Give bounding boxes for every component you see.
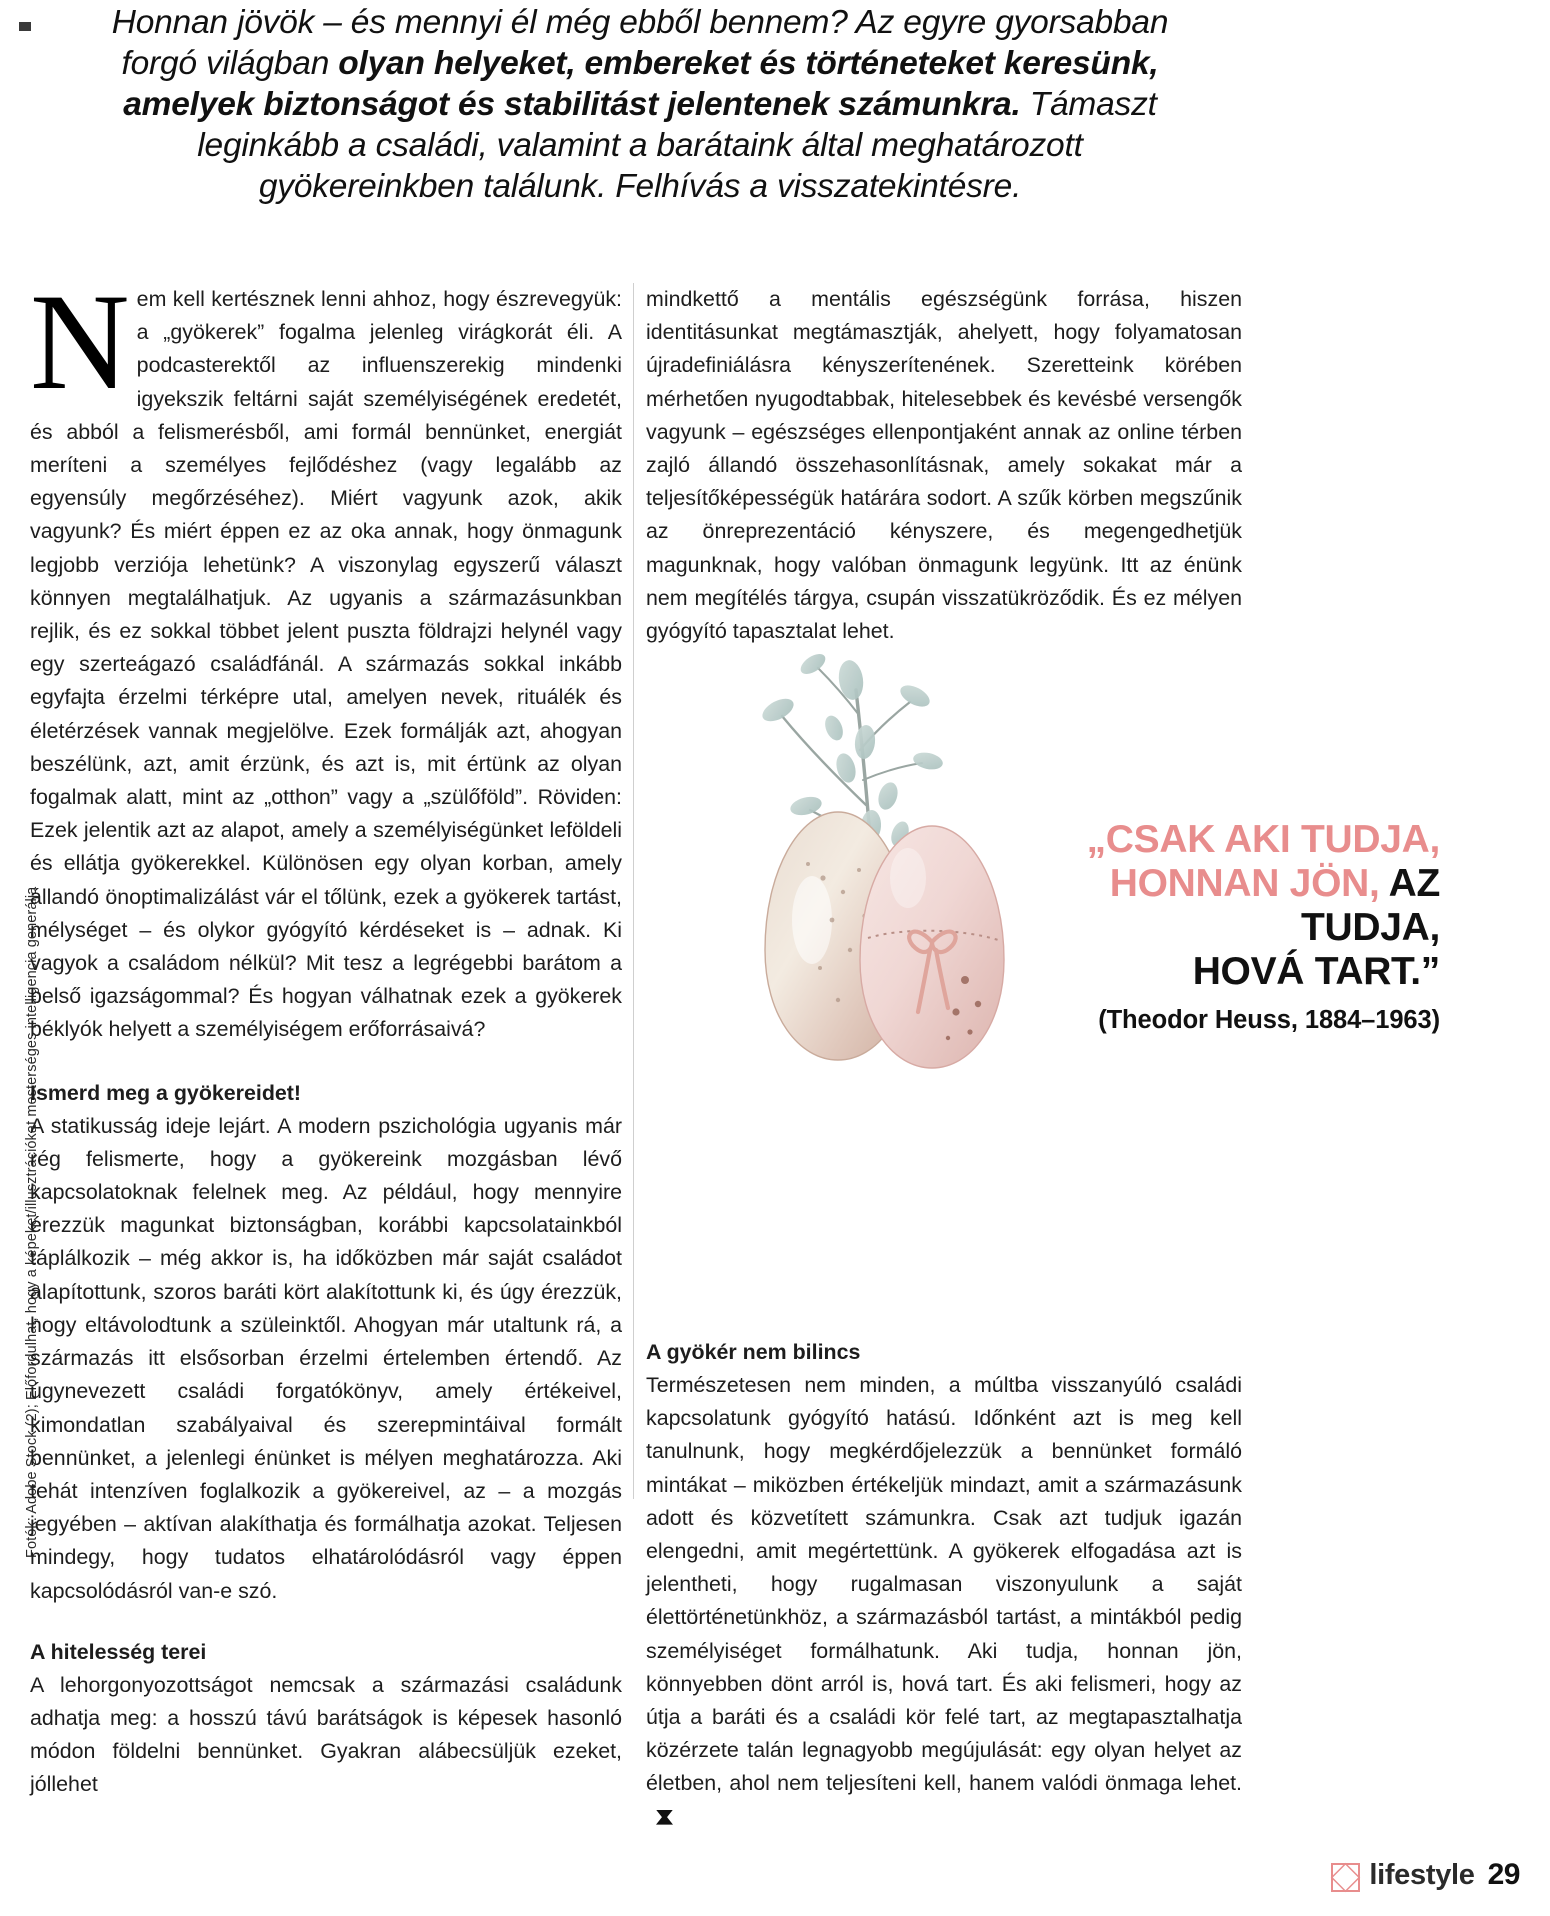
pull-quote-line-2-black: AZ TUDJA, [1300, 862, 1440, 949]
pull-quote-attribution: (Theodor Heuss, 1884–1963) [1098, 1006, 1440, 1034]
pull-quote-line-2 [990, 862, 1440, 950]
lifestyle-logo-icon [1331, 1863, 1356, 1888]
subheading-gyoker-nem-bilincs: A gyökér nem bilincs [646, 1340, 861, 1364]
paragraph-three: A lehorgonyozottságot nemcsak a származási családunk adhatja meg: a hosszú távú barátságok is képesek hasonló módon földelni bennünket. Gyakran alábecsüljük ezeket, jóllehet [30, 1672, 622, 1797]
pull-quote-line-1: „CSAK AKI TUDJA, [1086, 818, 1440, 861]
deck-part-two: Támaszt leginkább a családi, valamint a barátaink által meghatározott gyökereinkben találunk. Felhívás a visszatekintésre. [197, 86, 1157, 205]
subheading-hitelesseg: A hitelesség terei [30, 1639, 207, 1664]
end-mark-icon [656, 1810, 673, 1825]
corner-mark-icon [19, 22, 31, 31]
footer-brand-label: lifestyle [1369, 1858, 1475, 1891]
subheading-ismerd-meg: Ismerd meg a gyökereidet! [30, 1080, 302, 1105]
paragraph-intro [30, 265, 622, 1047]
deck-part-one: Honnan jövök – és mennyi él még ebből bennem? Az egyre gyorsabban forgó világban [111, 4, 1169, 82]
article-column-right-top [646, 283, 1242, 644]
pull-quote [990, 818, 1440, 1035]
article-deck [95, 0, 1185, 207]
article-column-left [30, 265, 622, 1802]
page-footer [1331, 1858, 1520, 1892]
pull-quote-line-2-pink: HONNAN JÖN, [1109, 862, 1380, 905]
page-number: 29 [1487, 1858, 1520, 1891]
paragraph-five [646, 1369, 1242, 1834]
paragraph-four: mindkettő a mentális egészségünk forrása, hiszen identitásunkat megtámasztják, ahelyett, hogy folyamatosan újradefiniálásra kényszerítenének. Szeretteink körében mérhetően nyugodtabbak, hitelesebbek és kevésbé versengők vagyunk – egészséges ellenpontjaként annak az online térben zajló állandó összehasonlításnak, amely sokakat már a teljesítőképességük határára sodort. A szűk körben megszűnik az önreprezentáció kényszere, és megengedhetjük magunknak, hogy valóban önmagunk legyünk. Itt az énünk nem megítélés tárgya, csupán visszatükröződik. És ez mélyen gyógyító tapasztalat lehet. [646, 287, 1242, 644]
paragraph-five-text: Természetesen nem minden, a múltba visszanyúló családi kapcsolatunk gyógyító hatású. Időnként azt is meg kell tanulnunk, hogy megkérdőjelezzük a bennünket formáló mintákat – miközben értékeljük mindazt, amit a származásunk adott és közvetített számunkra. Csak azt tudjuk igazán elengedni, amit megértettünk. A gyökerek elfogadása azt is jelentheti, hogy rugalmasan viszonyulunk a saját élettörténetünkhöz, a származásból tartást, a mintákból pedig személyiséget formálhatunk. Aki tudja, honnan jön, könnyebben dönt arról is, hová tart. És aki felismeri, hogy az útja a baráti és a családi kör felé tart, az megtapasztalhatja közérzete talán legnagyobb megújulását: egy olyan helyet az életben, ahol nem teljesíteni kell, hanem valódi önmaga lehet. [646, 1373, 1242, 1796]
paragraph-intro-text: em kell kertésznek lenni ahhoz, hogy észrevegyük: a „gyökerek” fogalma jelenleg virágkorát éli. A podcasterektől az influenszerekig mindenki igyekszik feltárni saját személyiségének eredetét, és abból a felismerésből, ami formál bennünket, energiát meríteni a személyes fejlődéshez (vagy legalább az egyensúly megőrzéséhez). Miért vagyunk azok, akik vagyunk? És miért éppen ez az oka annak, hogy önmagunk legjobb verziója lehetünk? A viszonylag egyszerű választ könnyen megtalálhatjuk. Az ugyanis a származásunkban rejlik, és ez sokkal többet jelent puszta földrajzi helynél vagy egy szerteágazó családfánál. A származás sokkal inkább egyfajta érzelmi térképre utal, amelyen nevek, rituálék és életérzések vannak megjelölve. Ezek formálják azt, ahogyan beszélünk, azt, amit érzünk, és azt is, mit értünk az olyan fogalmak alatt, mint az „otthon” vagy a „szülőföld”. Röviden: Ezek jelentik azt az alapot, amely a személyiségünket leföldeli és ellátja gyökerekkel. Különösen egy olyan korban, amely állandó önoptimalizálást vár el tőlünk, ezek a gyökerek tartást, mélységet – és olykor gyógyító kérdéseket is – adnak. Ki vagyok a családom nélkül? Mit tesz a legrégebbi barátom a belső igazságommal? És hogyan válhatnak ezek a gyökerek béklyók helyett a személyiségem erőforrásaivá? [30, 287, 622, 1042]
paragraph-two: A statikusság ideje lejárt. A modern pszichológia ugyanis már rég felismerte, hogy a gyökereink mozgásban lévő kapcsolatoknak felelnek meg. Az például, hogy mennyire érezzük magunkat biztonságban, korábbi kapcsolatainkból táplálkozik – még akkor is, ha időközben már saját családot alapítottunk, szoros baráti kört alakítottunk ki, és úgy érezzük, hogy eltávolodtunk a szüleinktől. Ahogyan már utaltunk rá, a származás itt elsősorban érzelmi értelemben értendő. Az úgynevezett családi forgatókönyv, amely értékeivel, kimondatlan szabályaival és szerepmintáival formált bennünket, a jelenlegi énünket is mélyen meghatározza. Aki tehát intenzíven foglalkozik a gyökereivel, az – a mozgás jegyében – aktívan alakíthatja és formálhatja azokat. Teljesen mindegy, hogy tudatos elhatárolódásról vagy éppen kapcsolódásról van-e szó. [30, 1113, 622, 1603]
photo-credit: Fotók: Adobe Stock (2); Előfordulhat, hogy a képeket/illusztrációkat mesterséges intelligencia generálja [24, 886, 40, 1558]
pull-quote-line-3: HOVÁ TART.” [1192, 950, 1440, 993]
drop-cap: N [30, 265, 130, 418]
column-divider [633, 283, 634, 1499]
deck-bold-phrase: olyan helyeket, embereket és történeteket keresünk, amelyek biztonságot és stabilitást jelentenek számunkra. [123, 45, 1159, 123]
article-column-right-bottom [646, 1336, 1242, 1834]
